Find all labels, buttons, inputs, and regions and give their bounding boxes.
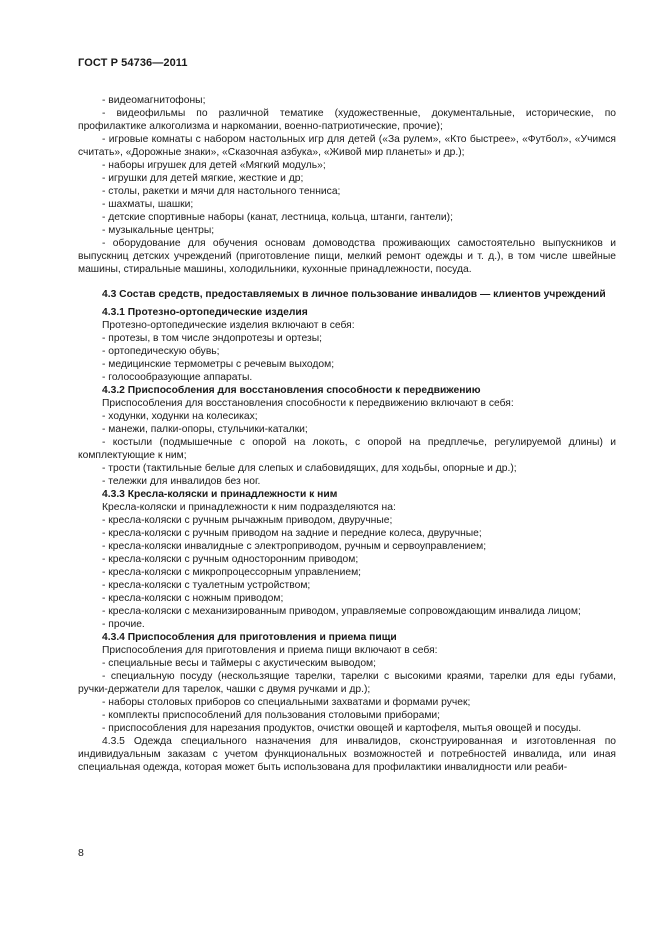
paragraph-4-3-5: 4.3.5 Одежда специального назначения для инвалидов, сконструированная и изготовленная по индивидуальным заказам с учетом функциональных возможностей и потребностей инвалида, или иная специальная одежда, которая может быть использована для профилактики инвалидности или реаби- [78, 736, 616, 773]
section-heading-4-3: 4.3 Состав средств, предоставляемых в личное пользование инвалидов — клиентов учреждений [102, 289, 606, 300]
list-item: - приспособления для нарезания продуктов, очистки овощей и картофеля, мытья овощей и посуды. [102, 723, 582, 734]
list-item: - протезы, в том числе эндопротезы и ортезы; [102, 333, 322, 344]
list-item: - голосообразующие аппараты. [102, 372, 253, 383]
list-item: - музыкальные центры; [102, 225, 215, 236]
document-body [78, 94, 616, 774]
list-item: - кресла-коляски с ручным рычажным приводом, двуручные; [102, 515, 393, 526]
page-number: 8 [78, 847, 84, 859]
list-item: - кресла-коляски с ножным приводом; [102, 593, 284, 604]
list-item: - манежи, палки-опоры, стульчики-каталки; [102, 424, 308, 435]
list-item: - кресла-коляски инвалидные с электроприводом, ручным и сервоуправлением; [102, 541, 487, 552]
list-item: - кресла-коляски с ручным односторонним приводом; [102, 554, 359, 565]
document-header: ГОСТ Р 54736—2011 [78, 57, 188, 69]
list-item: - тележки для инвалидов без ног. [102, 476, 261, 487]
list-item: - игрушки для детей мягкие, жесткие и др; [102, 173, 304, 184]
subsection-4-3-1 [78, 306, 616, 384]
list-item: - прочие. [102, 619, 145, 630]
list-item: - комплекты приспособлений для пользования столовыми приборами; [102, 710, 441, 721]
list-item: - специальные весы и таймеры с акустическим выводом; [102, 658, 376, 669]
list-item: - шахматы, шашки; [102, 199, 194, 210]
equipment-list [78, 94, 616, 276]
subsection-heading: 4.3.2 Приспособления для восстановления способности к передвижению [102, 385, 481, 396]
list-item: - видеомагнитофоны; [102, 95, 206, 106]
subsection-intro: Протезно-ортопедические изделия включают в себя: [102, 320, 355, 331]
list-item: - игровые комнаты с набором настольных игр для детей («За рулем», «Кто быстрее», «Футбол», «Учимся считать», «Дорожные знаки», «Сказочная азбука», «Живой мир планеты» и др.); [78, 134, 616, 158]
subsection-intro: Кресла-коляски и принадлежности к ним подразделяются на: [102, 502, 396, 513]
list-item: - кресла-коляски с ручным приводом на задние и передние колеса, двуручные; [102, 528, 482, 539]
subsection-intro: Приспособления для восстановления способности к передвижению включают в себя: [102, 398, 514, 409]
list-item: - кресла-коляски с микропроцессорным управлением; [102, 567, 362, 578]
list-item: - трости (тактильные белые для слепых и слабовидящих, для ходьбы, опорные и др.); [102, 463, 517, 474]
subsection-heading: 4.3.4 Приспособления для приготовления и приема пищи [102, 632, 397, 643]
list-item: - столы, ракетки и мячи для настольного тенниса; [102, 186, 341, 197]
list-item: - оборудование для обучения основам домоводства проживающих самостоятельно выпускников и выпускниц детских учреждений (приготовление пищи, мелкий ремонт одежды и т. д.), в том числе швейные машины, стиральные машины, холодильники, кухонные принадлежности, посуда. [78, 238, 616, 275]
list-item: - кресла-коляски с механизированным приводом, управляемые сопровождающим инвалида лицом; [102, 606, 581, 617]
list-item: - кресла-коляски с туалетным устройством; [102, 580, 311, 591]
list-item: - специальную посуду (нескользящие тарелки, тарелки с высокими краями, тарелки для еды губами, ручки-держатели для тарелок, чашки с двумя ручками и др.); [78, 671, 616, 695]
list-item: - наборы столовых приборов со специальными захватами и формами ручек; [102, 697, 471, 708]
list-item: - ходунки, ходунки на колесиках; [102, 411, 258, 422]
subsection-4-3-2 [78, 384, 616, 488]
subsection-heading: 4.3.3 Кресла-коляски и принадлежности к ним [102, 489, 338, 500]
subsection-intro: Приспособления для приготовления и приема пищи включают в себя: [102, 645, 438, 656]
subsection-4-3-4 [78, 631, 616, 735]
list-item: - видеофильмы по различной тематике (художественные, документальные, исторические, по профилактике алкоголизма и наркомании, военно-патриотические, прочие); [78, 108, 616, 132]
list-item: - костыли (подмышечные с опорой на локоть, с опорой на предплечье, регулируемой длины) и комплектующие к ним; [78, 437, 616, 461]
subsection-4-3-3 [78, 488, 616, 631]
list-item: - медицинские термометры с речевым выходом; [102, 359, 335, 370]
subsection-heading: 4.3.1 Протезно-ортопедические изделия [102, 307, 308, 318]
list-item: - наборы игрушек для детей «Мягкий модуль»; [102, 160, 326, 171]
list-item: - детские спортивные наборы (канат, лестница, кольца, штанги, гантели); [102, 212, 453, 223]
list-item: - ортопедическую обувь; [102, 346, 220, 357]
